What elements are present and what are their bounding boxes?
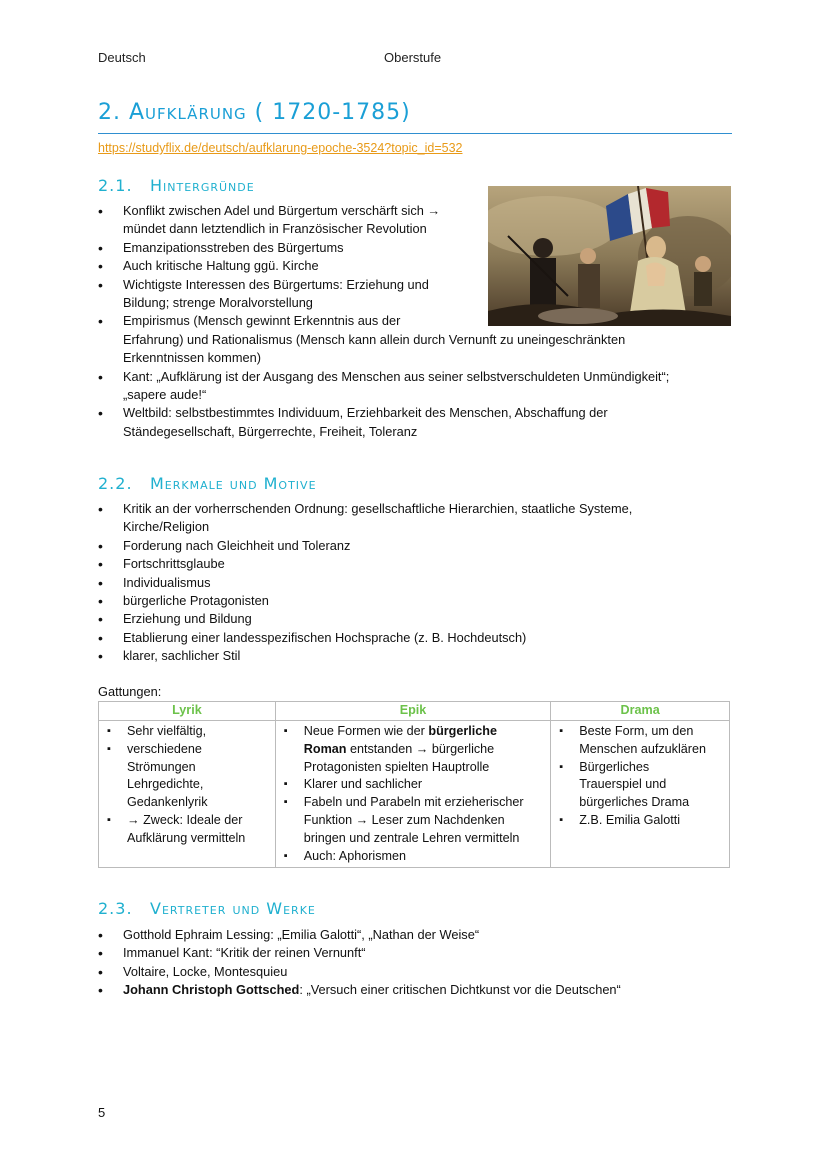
list-item: ▪ Fabeln und Parabeln mit erzieherischer Funktion → Leser zum Nachdenken bringen und zentrale Lehren vermitteln [280, 794, 544, 847]
list-item: ▪ Neue Formen wie der bürgerliche Roman entstanden → bürgerliche Protagonisten spielten Hauptrolle [280, 723, 544, 776]
title-underline [98, 133, 732, 134]
list-item: • Konflikt zwischen Adel und Bürgertum verschärft sich → mündet dann letztendlich in Französischer Revolution [98, 202, 698, 239]
list-item: ▪ → Zweck: Ideale der Aufklärung vermitteln [103, 812, 269, 848]
list-item: • Wichtigste Interessen des Bürgertums: Erziehung und Bildung; strenge Moralvorstellung [98, 276, 698, 313]
section-list-hintergruende [98, 202, 698, 441]
section-heading-vertreter [98, 899, 316, 918]
gattungen-table [98, 701, 730, 868]
list-item: ▪ verschiedene Strömungen Lehrgedichte, Gedankenlyrik [103, 741, 269, 812]
section-number: 2.3. [98, 899, 133, 918]
section-list-merkmale [98, 500, 718, 666]
gattungen-label: Gattungen: [98, 684, 162, 699]
column-header-drama: Drama [551, 702, 730, 721]
list-item: • Immanuel Kant: “Kritik der reinen Vernunft“ [98, 944, 718, 962]
header-subject: Deutsch [98, 50, 146, 65]
page-title: 2. Aufklärung ( 1720-1785) [98, 100, 411, 125]
list-item: • Erziehung und Bildung [98, 610, 718, 628]
list-item: • Individualismus [98, 574, 718, 592]
column-header-epik: Epik [275, 702, 550, 721]
section-title: Merkmale und Motive [150, 474, 317, 493]
list-item: • Kritik an der vorherrschenden Ordnung: gesellschaftliche Hierarchien, staatliche Systeme, Kirche/Religion [98, 500, 718, 537]
list-item: • Auch kritische Haltung ggü. Kirche [98, 257, 698, 275]
cell-lyrik [99, 721, 276, 868]
section-number: 2.1. [98, 176, 133, 195]
list-item: ▪ Sehr vielfältig, [103, 723, 269, 741]
column-header-lyrik: Lyrik [99, 702, 276, 721]
list-item: • Gotthold Ephraim Lessing: „Emilia Galotti“, „Nathan der Weise“ [98, 926, 718, 944]
header-level: Oberstufe [384, 50, 442, 65]
section-number: 2.2. [98, 474, 133, 493]
section-list-vertreter [98, 926, 718, 1000]
section-heading-hintergruende [98, 176, 255, 195]
list-item: • Etablierung einer landesspezifischen Hochsprache (z. B. Hochdeutsch) [98, 629, 718, 647]
list-item: ▪ Auch: Aphorismen [280, 848, 544, 866]
source-link[interactable]: https://studyflix.de/deutsch/aufklarung-epoche-3524?topic_id=532 [98, 141, 463, 155]
list-item: • bürgerliche Protagonisten [98, 592, 718, 610]
section-heading-merkmale [98, 474, 317, 493]
page-number: 5 [98, 1105, 106, 1120]
cell-drama [551, 721, 730, 868]
list-item: • Empirismus (Mensch gewinnt Erkenntnis aus der Erfahrung) und Rationalismus (Mensch kann allein durch Vernunft zu uneingeschränkten Erkenntnissen kommen) [98, 312, 698, 367]
list-item: ▪ Klarer und sachlicher [280, 776, 544, 794]
list-item: • Voltaire, Locke, Montesquieu [98, 963, 718, 981]
list-item: ▪ Beste Form, um den Menschen aufzuklären [555, 723, 723, 759]
list-item: • Forderung nach Gleichheit und Toleranz [98, 537, 718, 555]
list-item: • Johann Christoph Gottsched: „Versuch einer critischen Dichtkunst vor die Deutschen“ [98, 981, 718, 999]
list-item: ▪ Z.B. Emilia Galotti [555, 812, 723, 830]
table-row [99, 721, 730, 868]
list-item: • Kant: „Aufklärung ist der Ausgang des Menschen aus seiner selbstverschuldeten Unmündigkeit“; „sapere aude!“ [98, 368, 698, 405]
cell-epik [275, 721, 550, 868]
table-header-row [99, 702, 730, 721]
list-item: • Fortschrittsglaube [98, 555, 718, 573]
section-title: Vertreter und Werke [150, 899, 316, 918]
list-item: • Emanzipationsstreben des Bürgertums [98, 239, 698, 257]
list-item: ▪ Bürgerliches Trauerspiel und bürgerliches Drama [555, 759, 723, 812]
list-item: • klarer, sachlicher Stil [98, 647, 718, 665]
list-item: • Weltbild: selbstbestimmtes Individuum, Erziehbarkeit des Menschen, Abschaffung der Ständegesellschaft, Bürgerrechte, Freiheit, Toleranz [98, 404, 698, 441]
section-title: Hintergründe [150, 176, 255, 195]
